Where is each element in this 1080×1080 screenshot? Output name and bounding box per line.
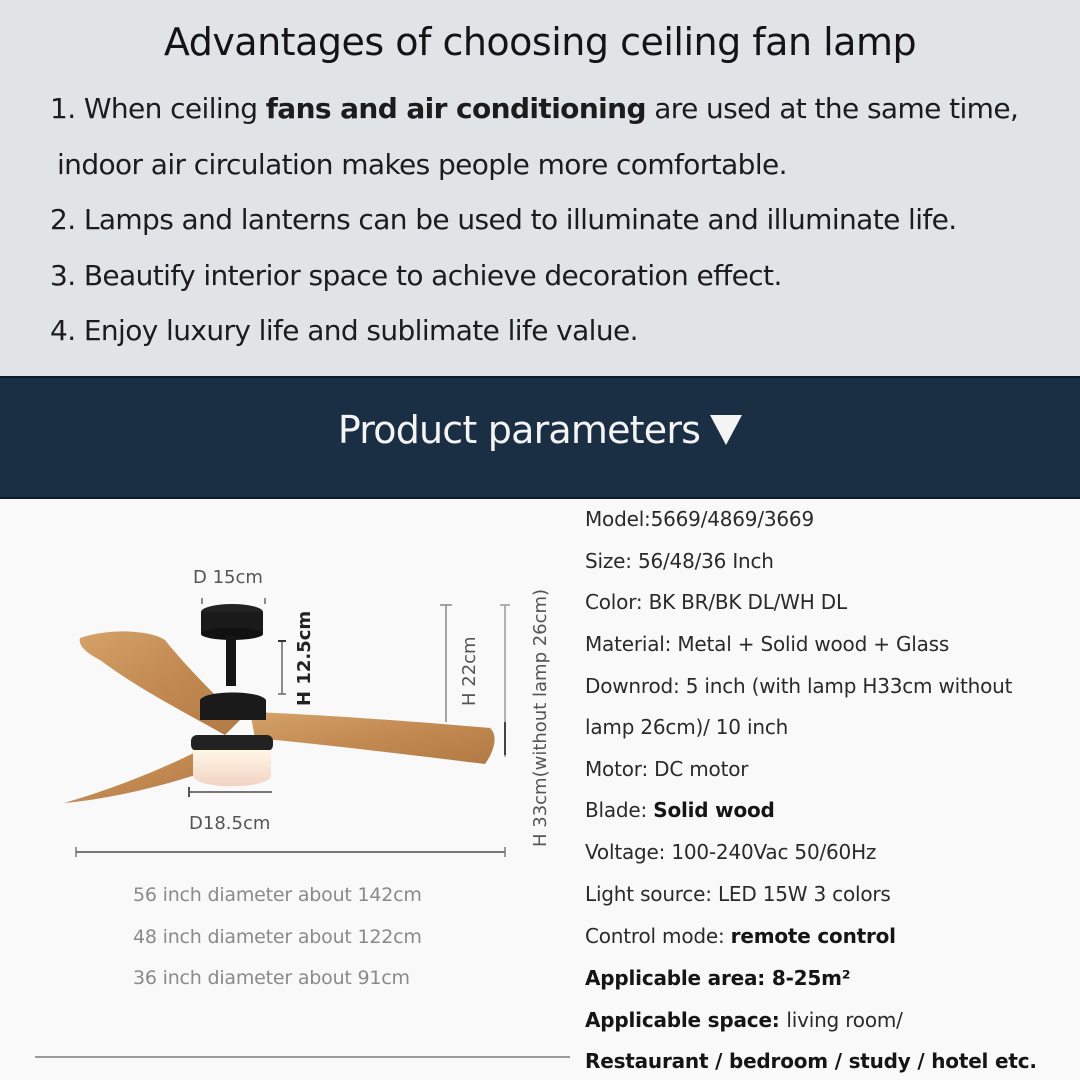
spec-downrod <box>585 674 1012 698</box>
total-height-label: H 33cm(without lamp 26cm) <box>530 588 551 847</box>
spec-applicable-space-continued <box>585 1049 1037 1073</box>
advantage-item-1 <box>50 92 1018 125</box>
advantage-item-2 <box>50 203 957 236</box>
downrod-height-label: H 12.5cm <box>294 610 315 706</box>
advantage-text: 2. Lamps and lanterns can be used to illuminate and illuminate life. <box>50 203 957 236</box>
spec-size <box>585 549 774 573</box>
advantage-text: 3. Beautify interior space to achieve decoration effect. <box>50 259 782 292</box>
spec-value: remote control <box>730 924 896 948</box>
advantage-item-3 <box>50 259 782 292</box>
spec-value: Restaurant / bedroom / study / hotel etc. <box>585 1049 1037 1073</box>
spec-voltage <box>585 840 876 864</box>
spec-label: Light source: <box>585 882 718 906</box>
spec-label: Downrod: <box>585 674 686 698</box>
spec-blade <box>585 798 775 822</box>
fan-diagram <box>0 499 580 879</box>
spec-value: DC motor <box>654 757 749 781</box>
spec-value: 8-25m² <box>771 966 851 990</box>
advantage-text: 4. Enjoy luxury life and sublimate life value. <box>50 314 638 347</box>
advantage-item-4 <box>50 314 638 347</box>
spec-material <box>585 632 949 656</box>
advantages-title: Advantages of choosing ceiling fan lamp <box>163 20 917 64</box>
diameter-item: 36 inch diameter about 91cm <box>133 967 410 989</box>
spec-value: Metal + Solid wood + Glass <box>677 632 950 656</box>
spec-value: Solid wood <box>653 798 775 822</box>
spec-label: Size: <box>585 549 638 573</box>
spec-model <box>585 507 814 531</box>
spec-value: BK BR/BK DL/WH DL <box>648 590 847 614</box>
divider <box>35 1056 570 1058</box>
spec-value: LED 15W 3 colors <box>717 882 891 906</box>
spec-value: lamp 26cm)/ 10 inch <box>585 715 789 739</box>
spec-label: Blade: <box>585 798 654 822</box>
spec-applicable-area <box>585 966 850 990</box>
product-parameters-heading <box>0 408 1080 452</box>
diameter-item: 48 inch diameter about 122cm <box>133 926 422 948</box>
advantage-text: are used at the same time, <box>645 92 1019 125</box>
spec-light-source <box>585 882 891 906</box>
fan-height-label: H 22cm <box>459 636 480 706</box>
spec-value: living room/ <box>786 1008 903 1032</box>
spec-applicable-space <box>585 1008 903 1032</box>
advantages-section <box>0 0 1080 376</box>
spec-control-mode <box>585 924 896 948</box>
spec-value: 5 inch (with lamp H33cm without <box>685 674 1013 698</box>
product-parameters-label: Product parameters <box>337 408 701 452</box>
spec-value: 56/48/36 Inch <box>637 549 774 573</box>
spec-label: Color: <box>585 590 649 614</box>
spec-downrod-continued <box>585 715 788 739</box>
spec-label: Applicable space: <box>585 1008 787 1032</box>
canopy-diameter-label: D 15cm <box>193 567 263 588</box>
spec-label: Applicable area: <box>585 966 772 990</box>
spec-label: Model: <box>585 507 651 531</box>
spec-value: 5669/4869/3669 <box>650 507 814 531</box>
advantage-item-1-continued <box>57 148 787 181</box>
spec-motor <box>585 757 748 781</box>
spec-label: Motor: <box>585 757 655 781</box>
product-parameters-banner <box>0 376 1080 499</box>
ceiling-fan-illustration <box>0 499 580 879</box>
diameter-item: 56 inch diameter about 142cm <box>133 884 422 906</box>
spec-label: Voltage: <box>585 840 672 864</box>
triangle-down-icon <box>710 415 742 445</box>
lamp-diameter-label: D18.5cm <box>189 813 271 834</box>
spec-color <box>585 590 847 614</box>
advantage-text: indoor air circulation makes people more comfortable. <box>57 148 787 181</box>
spec-label: Material: <box>585 632 678 656</box>
spec-label: Control mode: <box>585 924 731 948</box>
advantage-bold-text: fans and air conditioning <box>265 92 646 125</box>
advantage-text: 1. When ceiling <box>50 92 266 125</box>
spec-value: 100-240Vac 50/60Hz <box>671 840 877 864</box>
